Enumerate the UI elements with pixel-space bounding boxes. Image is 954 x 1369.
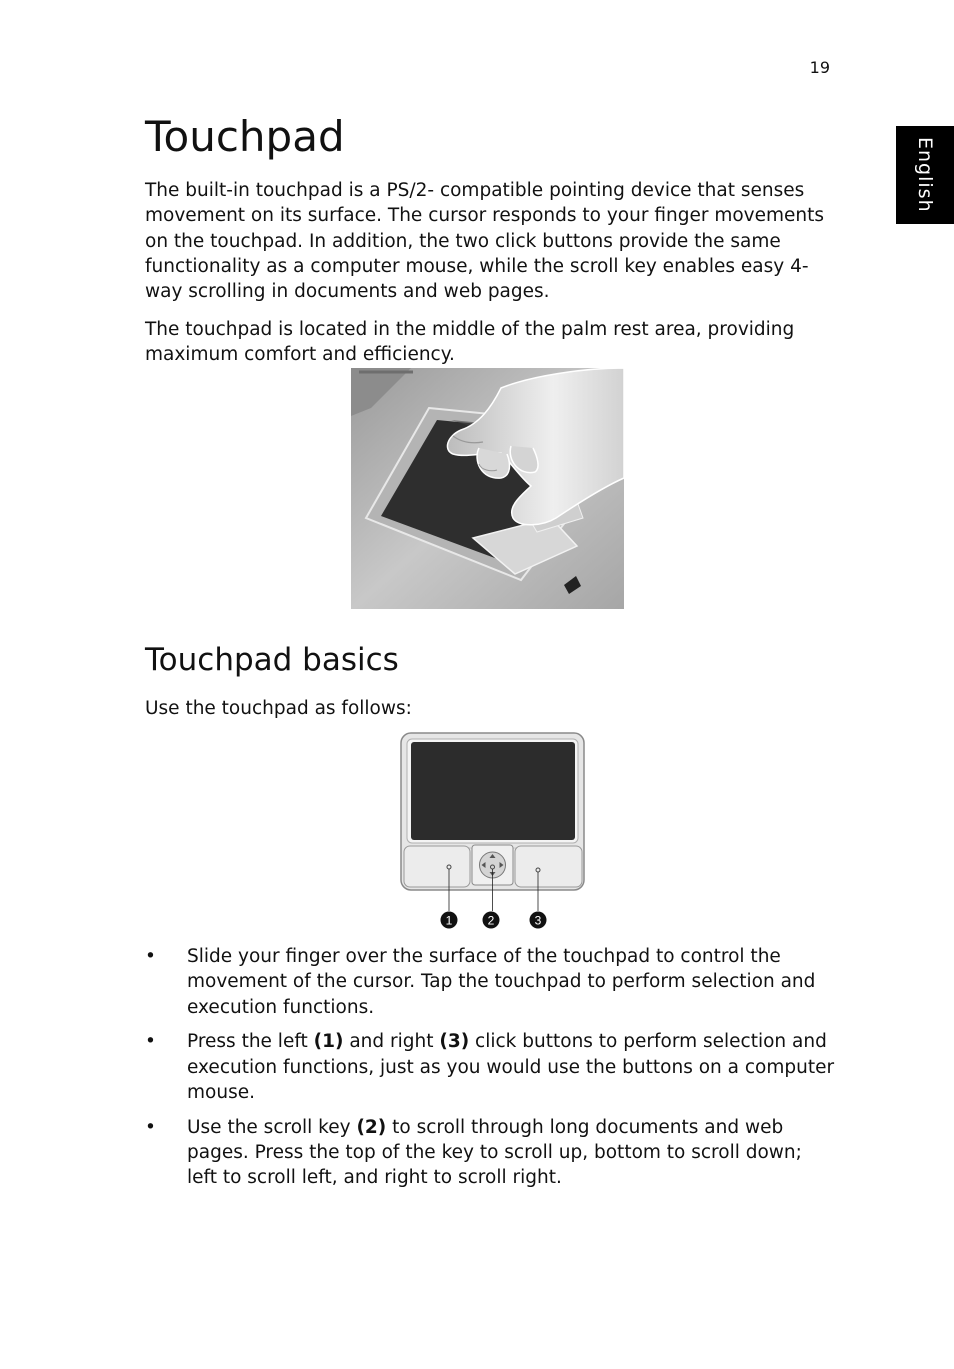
callout-1-label: 1 <box>445 913 453 928</box>
callout-3 <box>530 912 547 929</box>
list-item <box>145 944 835 1020</box>
left-click-button <box>404 846 470 887</box>
list-item-text: click buttons to perform selection and execution functions, just as you would use the buttons on a computer mouse. <box>187 1031 835 1103</box>
bullet-marker: • <box>145 1116 156 1138</box>
callout-2-label: 2 <box>487 913 495 928</box>
page-title: Touchpad <box>145 112 345 161</box>
list-item <box>145 1029 835 1105</box>
page-number: 19 <box>809 58 830 77</box>
list-item-text: Slide your finger over the surface of the touchpad to control the movement of the cursor. Tap the touchpad to perform selection and execution functions. <box>187 946 816 1018</box>
intro-paragraph-2: The touchpad is located in the middle of the palm rest area, providing maximum comfort and efficiency. <box>145 319 795 366</box>
section-lead: Use the touchpad as follows: <box>145 698 412 719</box>
callout-2 <box>483 912 500 929</box>
list-item-text: Press the left <box>187 1031 314 1053</box>
list-item <box>145 1115 835 1191</box>
section-heading: Touchpad basics <box>145 642 399 678</box>
instruction-list <box>145 944 835 1200</box>
touchpad-diagram <box>398 730 588 935</box>
scroll-key-ref: (2) <box>356 1116 387 1138</box>
language-tab-label: English <box>914 137 936 213</box>
callout-3-label: 3 <box>534 913 542 928</box>
list-item-text: and right <box>343 1031 440 1053</box>
list-item-text: to scroll through long documents and web pages. Press the top of the key to scroll up, bottom to scroll down; left to scroll left, and right to scroll right. <box>187 1116 802 1189</box>
touchpad-photo <box>351 368 624 609</box>
language-tab <box>896 126 954 224</box>
list-item-text: Use the scroll key <box>187 1116 357 1138</box>
right-click-button <box>515 846 582 887</box>
right-button-ref: (3) <box>439 1031 470 1053</box>
left-button-ref: (1) <box>313 1031 344 1053</box>
bullet-marker: • <box>145 946 156 967</box>
intro-paragraph-1: The built-in touchpad is a PS/2- compatible pointing device that senses movement on its surface. The cursor responds to your finger movements on the touchpad. In addition, the two click buttons provide the same functionality as a computer mouse, while the scroll key enables easy 4-way scrolling in documents and web pages. <box>145 180 825 303</box>
bullet-marker: • <box>145 1031 156 1053</box>
callout-1 <box>441 912 458 929</box>
